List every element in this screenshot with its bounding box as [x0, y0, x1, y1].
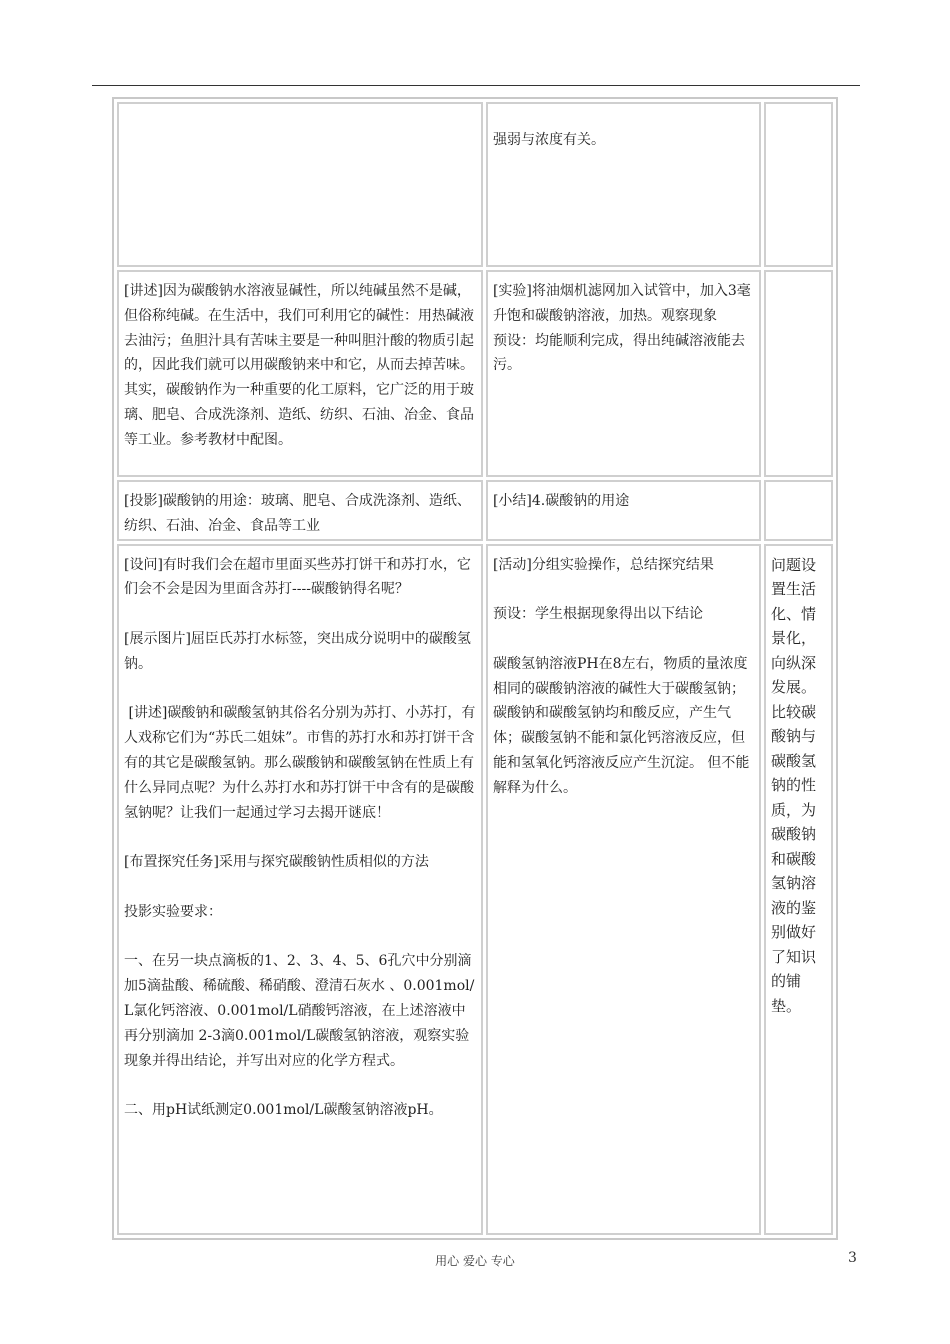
lesson-table [112, 97, 838, 1240]
cell-paragraph: [展示图片]屈臣氏苏打水标签，突出成分说明中的碳酸氢钠。 [124, 630, 471, 672]
page-number: 3 [848, 1250, 857, 1266]
cell-paragraph: 碳酸氢钠溶液PH在8左右，物质的量浓度相同的碳酸钠溶液的碱性大于碳酸氢钠；碳酸钠和碳酸氢钠均和酸反应，产生气体；碳酸氢钠不能和氯化钙溶液反应，但能和氢氧化钙溶液反应产生沉淀。 但不能解释为什么。 [492, 655, 750, 796]
cell-paragraph: 预设：均能顺利完成，得出纯碱溶液能去污。 [492, 332, 745, 374]
cell-paragraph [124, 925, 477, 950]
cell-paragraph: 其实，碳酸钠作为一种重要的化工原料，它广泛的用于玻璃、肥皂、合成洗涤剂、造纸、纺织、石油、冶金、食品等工业。参考教材中配图。 [124, 382, 474, 448]
table-row [117, 480, 833, 541]
cell-paragraph: [布置探究任务]采用与探究碳酸钠性质相似的方法 [124, 854, 429, 871]
cell-paragraph [124, 825, 477, 850]
design-intent-cell [764, 102, 833, 267]
cell-paragraph: [讲述]碳酸钠和碳酸氢钠其俗名分别为苏打、小苏打，有人戏称它们为“苏氏二姐妹”。市售的苏打水和苏打饼干含有的其它是碳酸氢钠。那么碳酸钠和碳酸氢钠在性质上有什么异同点呢？为什么苏打水和苏打饼干中含有的是碳酸氢钠呢？让我们一起通过学习去揭开谜底！ [124, 705, 476, 821]
cell-paragraph: 预设：学生根据现象得出以下结论 [492, 606, 703, 623]
cell-paragraph [124, 677, 477, 702]
cell-paragraph: 二、用pH试纸测定0.001mol/L碳酸氢钠溶液pH。 [124, 1102, 443, 1119]
student-activity-cell [486, 544, 761, 1235]
design-intent-cell [764, 270, 833, 477]
table-row [117, 270, 833, 477]
table-row [117, 102, 833, 267]
student-activity-cell [486, 480, 761, 541]
cell-paragraph: [讲述]因为碳酸钠水溶液显碱性，所以纯碱虽然不是碱，但俗称纯碱。在生活中，我们可利用它的碱性：用热碱液去油污；鱼胆汁具有苦味主要是一种叫胆汁酸的物质引起的，因此我们就可以用碳酸钠来中和它，从而去掉苦味。 [124, 283, 474, 374]
teacher-activity-cell [117, 102, 483, 267]
cell-paragraph: [设问]有时我们会在超市里面买些苏打饼干和苏打水，它们会不会是因为里面含苏打----碳酸钠得名呢？ [124, 556, 471, 598]
cell-paragraph: 比较碳酸钠与碳酸氢钠的性质，为碳酸钠和碳酸氢钠溶液的鉴别做好了知识的铺垫。 [770, 702, 816, 1015]
cell-paragraph: [实验]将油烟机滤网加入试管中，加入3毫升饱和碳酸钠溶液，加热。观察现象 [492, 283, 751, 324]
cell-paragraph: 一、在另一块点滴板的1、2、3、4、5、6孔穴中分别滴加5滴盐酸、稀硫酸、稀硝酸、澄清石灰水 、0.001mol/L氯化钙溶液、0.001mol/L硝酸钙溶液，在上述溶液中再分别滴加 2-3滴0.001mol/L碳酸氢钠溶液，观察实验现象并得出结论，并写出对应的化学方程式。 [124, 953, 475, 1069]
table-row [117, 544, 833, 1235]
cell-paragraph: [小结]4.碳酸钠的用途 [492, 493, 630, 509]
cell-paragraph [493, 577, 755, 602]
cell-paragraph: [活动]分组实验操作，总结探究结果 [492, 556, 714, 573]
student-activity-cell [486, 270, 761, 477]
footer-slogan: 用心 爱心 专心 [435, 1254, 515, 1268]
cell-paragraph [493, 627, 755, 652]
cell-paragraph: 问题设置生活化、情景化，向纵深发展。 [770, 555, 816, 697]
cell-paragraph: 强弱与浓度有关。 [492, 132, 605, 148]
teacher-activity-cell [117, 544, 483, 1235]
student-activity-cell [486, 102, 761, 267]
design-intent-cell [764, 480, 833, 541]
cell-paragraph [124, 875, 477, 900]
design-intent-cell [764, 544, 833, 1235]
cell-paragraph [124, 602, 477, 627]
cell-paragraph: 投影实验要求： [124, 903, 222, 920]
teacher-activity-cell [117, 480, 483, 541]
header-rule [92, 85, 860, 86]
cell-paragraph [124, 1073, 477, 1098]
teacher-activity-cell [117, 270, 483, 477]
cell-paragraph: [投影]碳酸钠的用途：玻璃、肥皂、合成洗涤剂、造纸、纺织、石油、冶金、食品等工业 [124, 493, 471, 534]
